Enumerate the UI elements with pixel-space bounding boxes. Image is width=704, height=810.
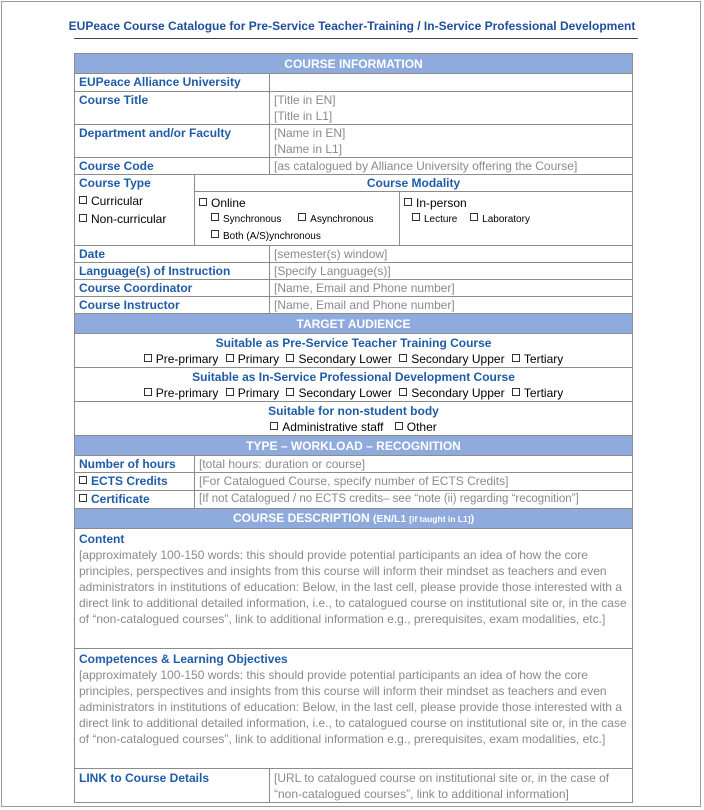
content-text: [approximately 100-150 words: this should provide potential participants an idea of how the core principles, perspectives and insights from this course will inform their mindset as teachers and even administrators in institutions of education: Below, in the last cell, please provide those interested with a direct link to additional detailed information, i.e., to catalogued course on institutional site or, in the case of “non-catalogued courses”, link to additional information e.g., prerequisites, exam modalities, etc.] — [79, 548, 627, 626]
level-option[interactable]: Tertiary — [512, 386, 563, 400]
department-label: Department and/or Faculty — [75, 125, 270, 158]
checkbox-icon[interactable] — [79, 196, 87, 204]
pre-service-cell — [75, 334, 633, 368]
in-service-levels — [79, 385, 628, 401]
in-service-label: Suitable as In-Service Professional Development Course — [192, 370, 515, 384]
level-option[interactable]: Secondary Upper — [399, 352, 504, 366]
curricular-option[interactable]: Curricular — [79, 193, 190, 209]
language-field[interactable]: [Specify Language(s)] — [270, 263, 633, 280]
date-label: Date — [75, 246, 270, 263]
admin-staff-option[interactable]: Administrative staff — [270, 420, 383, 434]
competences-cell[interactable] — [75, 649, 633, 769]
certificate-label: Certificate — [91, 492, 150, 506]
ects-label: ECTS Credits — [91, 474, 168, 488]
header-suffix: (EN/L1 [if taught in L1]) — [372, 513, 475, 525]
section-header-course-information: COURSE INFORMATION — [75, 54, 633, 74]
laboratory-option[interactable]: Laboratory — [470, 214, 530, 225]
level-option[interactable]: Primary — [226, 352, 279, 366]
course-title-label: Course Title — [75, 92, 270, 125]
course-type-label: Course Type — [79, 176, 151, 190]
competences-text: [approximately 100-150 words: this should provide potential participants an idea of how the core principles, perspectives and insights from this course will inform their mindset as teachers and even administrators in institutions of education: Below, in the last cell, please provide those interested with a direct link to additional detailed information, i.e., to catalogued course on institutional site or, in the case of “non-catalogued courses”, link to additional information e.g., prerequisites, exam modalities, etc.] — [79, 668, 627, 746]
in-person-option[interactable]: In-person — [404, 195, 628, 211]
checkbox-icon[interactable] — [395, 422, 403, 430]
checkbox-icon[interactable] — [79, 494, 87, 502]
department-en-placeholder: [Name in EN] — [274, 126, 346, 140]
checkbox-icon[interactable] — [226, 388, 234, 396]
synchronous-option[interactable]: Synchronous — [211, 214, 281, 225]
other-option[interactable]: Other — [395, 420, 437, 434]
section-header-target-audience: TARGET AUDIENCE — [75, 314, 633, 334]
checkbox-icon[interactable] — [298, 213, 306, 221]
non-student-cell — [75, 402, 633, 436]
level-option[interactable]: Secondary Lower — [286, 386, 391, 400]
coordinator-field[interactable]: [Name, Email and Phone number] — [270, 280, 633, 297]
non-student-label: Suitable for non-student body — [268, 404, 439, 418]
checkbox-icon[interactable] — [270, 422, 278, 430]
online-sub-options — [211, 212, 395, 228]
checkbox-icon[interactable] — [399, 354, 407, 362]
in-service-cell — [75, 368, 633, 402]
department-field[interactable] — [270, 125, 633, 158]
checkbox-icon[interactable] — [512, 388, 520, 396]
lecture-option[interactable]: Lecture — [412, 214, 457, 225]
ects-label-cell[interactable] — [75, 473, 195, 491]
in-person-modality-cell — [400, 192, 633, 246]
instructor-field[interactable]: [Name, Email and Phone number] — [270, 297, 633, 314]
competences-label: Competences & Learning Objectives — [79, 652, 288, 666]
course-type-cell — [75, 175, 195, 246]
hours-label: Number of hours — [75, 456, 195, 473]
asynchronous-option[interactable]: Asynchronous — [298, 214, 373, 225]
checkbox-icon[interactable] — [199, 198, 207, 206]
in-person-sub-options — [412, 212, 628, 228]
date-field[interactable]: [semester(s) window] — [270, 246, 633, 263]
course-title-field[interactable] — [270, 92, 633, 125]
online-modality-cell — [195, 192, 400, 246]
certificate-field[interactable]: [If not Catalogued / no ECTS credits– see “note (ii) regarding “recognition”] — [195, 491, 633, 509]
ects-field[interactable]: [For Catalogued Course, specify number of ECTS Credits] — [195, 473, 633, 491]
pre-service-label: Suitable as Pre-Service Teacher Training Course — [215, 336, 492, 350]
content-cell[interactable] — [75, 529, 633, 649]
checkbox-icon[interactable] — [79, 214, 87, 222]
department-l1-placeholder: [Name in L1] — [274, 142, 343, 156]
level-option[interactable]: Pre-primary — [144, 386, 219, 400]
certificate-label-cell[interactable] — [75, 491, 195, 509]
university-field[interactable] — [270, 74, 633, 92]
checkbox-icon[interactable] — [286, 388, 294, 396]
document-title: EUPeace Course Catalogue for Pre-Service Teacher-Training / In-Service Professional Development — [68, 19, 636, 33]
content-label: Content — [79, 532, 125, 546]
non-student-options — [79, 419, 628, 435]
checkbox-icon[interactable] — [144, 388, 152, 396]
hours-field[interactable]: [total hours: duration or course] — [195, 456, 633, 473]
checkbox-icon[interactable] — [399, 388, 407, 396]
checkbox-icon[interactable] — [211, 230, 219, 238]
instructor-label: Course Instructor — [75, 297, 270, 314]
checkbox-icon[interactable] — [226, 354, 234, 362]
section-header-description: COURSE DESCRIPTION (EN/L1 [if taught in L1]) — [75, 509, 633, 529]
course-form — [74, 53, 633, 803]
university-label: EUPeace Alliance University — [75, 74, 270, 92]
course-modality-label: Course Modality — [195, 175, 633, 192]
level-option[interactable]: Secondary Lower — [286, 352, 391, 366]
level-option[interactable]: Primary — [226, 386, 279, 400]
level-option[interactable]: Secondary Upper — [399, 386, 504, 400]
title-l1-placeholder: [Title in L1] — [274, 109, 333, 123]
course-code-label: Course Code — [75, 158, 270, 175]
noncurricular-option[interactable]: Non-curricular — [79, 211, 190, 227]
online-option[interactable]: Online — [199, 195, 395, 211]
checkbox-icon[interactable] — [211, 213, 219, 221]
section-header-workload: TYPE – WORKLOAD – RECOGNITION — [75, 436, 633, 456]
both-option[interactable]: Both (A/S)ynchronous — [211, 229, 395, 245]
checkbox-icon[interactable] — [412, 213, 420, 221]
level-option[interactable]: Pre-primary — [144, 352, 219, 366]
checkbox-icon[interactable] — [470, 213, 478, 221]
checkbox-icon[interactable] — [144, 354, 152, 362]
course-code-field[interactable]: [as catalogued by Alliance University offering the Course] — [270, 158, 633, 175]
checkbox-icon[interactable] — [79, 476, 87, 484]
language-label: Language(s) of Instruction — [75, 263, 270, 280]
level-option[interactable]: Tertiary — [512, 352, 563, 366]
title-divider — [74, 38, 638, 39]
checkbox-icon[interactable] — [286, 354, 294, 362]
title-en-placeholder: [Title in EN] — [274, 93, 336, 107]
checkbox-icon[interactable] — [512, 354, 520, 362]
link-label: LINK to Course Details — [75, 769, 270, 803]
coordinator-label: Course Coordinator — [75, 280, 270, 297]
pre-service-levels — [79, 351, 628, 367]
link-field[interactable]: [URL to catalogued course on institutional site or, in the case of “non-catalogued courses”, link to additional information] — [270, 769, 633, 803]
checkbox-icon[interactable] — [404, 198, 412, 206]
